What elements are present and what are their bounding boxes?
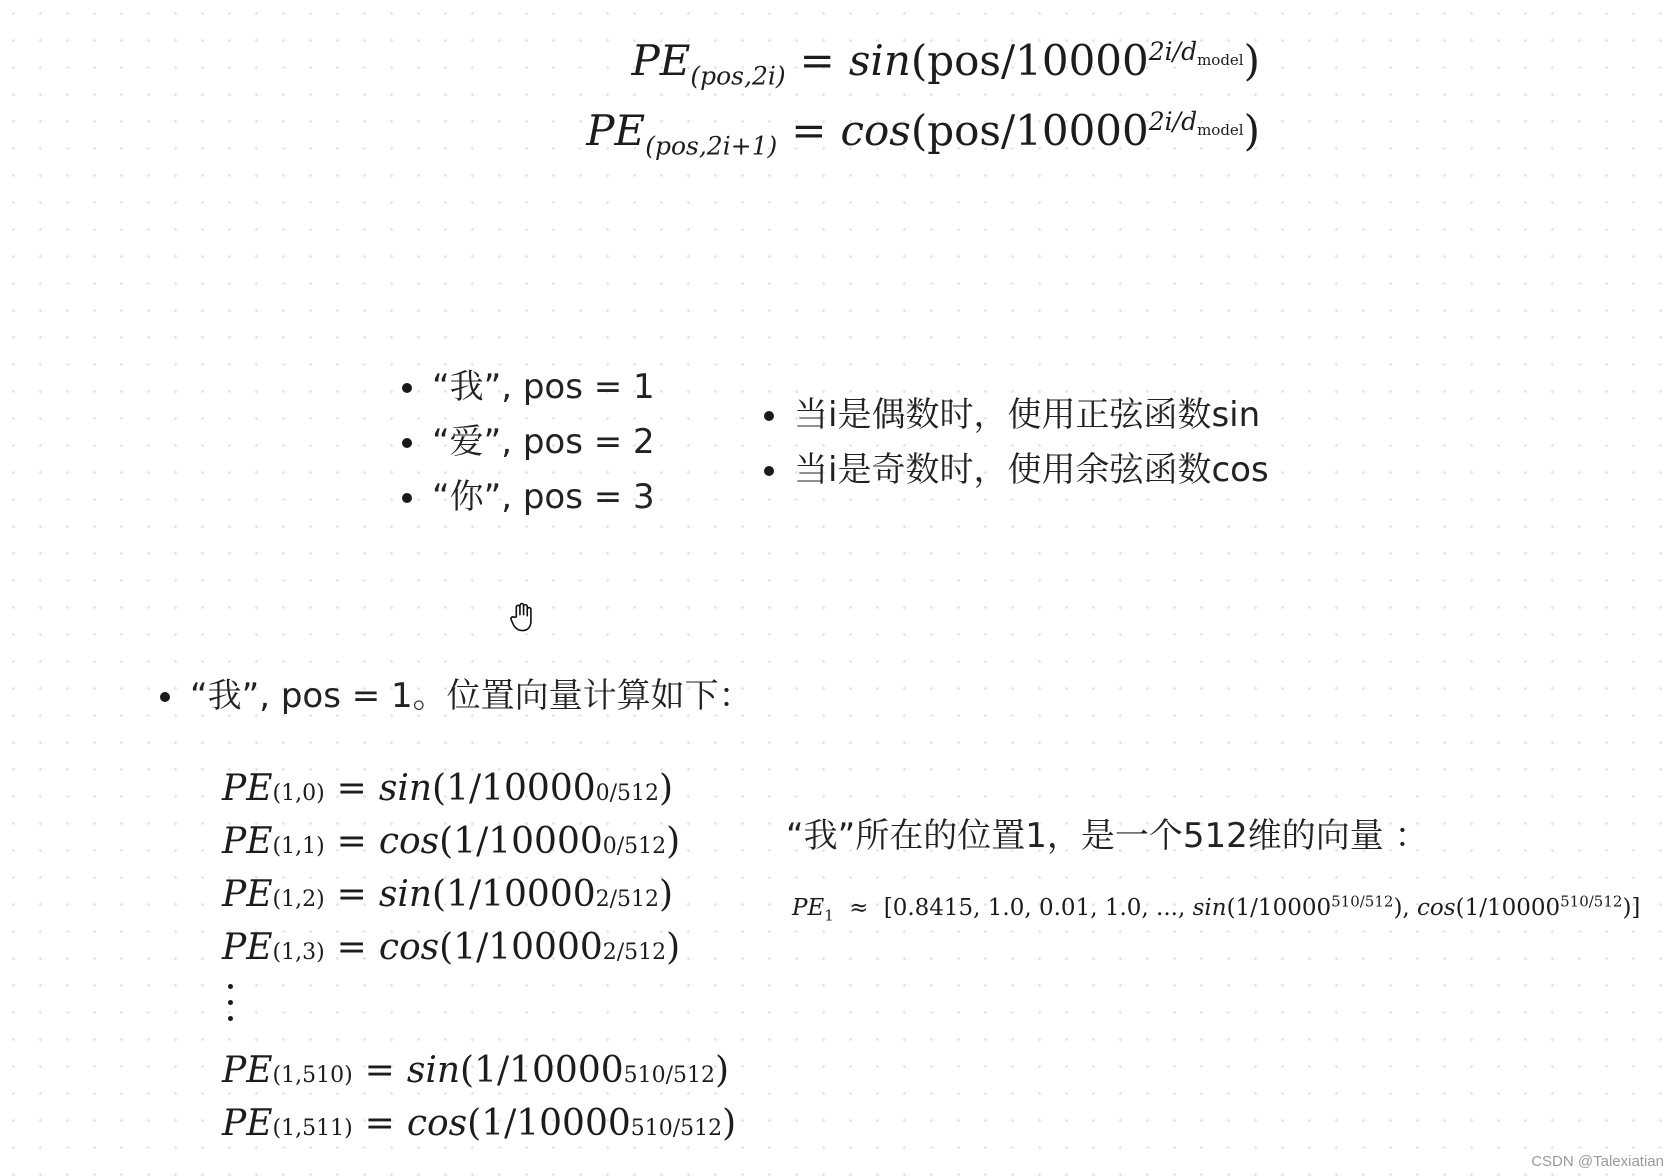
- pe-row: PE (1,0) = sin (1/10000 0/512 ): [222, 762, 736, 815]
- equals-sign: =: [336, 927, 367, 968]
- pe-row: PE (1,510) = sin (1/10000 510/512 ): [222, 1044, 736, 1097]
- pe-close: ): [659, 768, 674, 809]
- formula-lhs: PE: [631, 36, 691, 85]
- vector-arg: (1/10000: [1455, 895, 1561, 921]
- vector-close: )]: [1622, 895, 1641, 921]
- pe-func: cos: [378, 927, 440, 968]
- pe-row: PE (1,2) = sin (1/10000 2/512 ): [222, 868, 736, 921]
- pe-row: PE (1,1) = cos (1/10000 0/512 ): [222, 815, 736, 868]
- vector-func-cos: cos: [1417, 895, 1456, 921]
- equals-sign: =: [336, 821, 367, 862]
- position-item: “我”, pos = 1: [402, 360, 655, 415]
- pe-row: PE (1,3) = cos (1/10000 2/512 ): [222, 921, 736, 974]
- formula-exp: 2i/d: [1148, 37, 1198, 66]
- pe-func: sin: [378, 768, 433, 809]
- pe-close: ): [722, 1103, 737, 1144]
- formula-func: cos: [840, 106, 911, 155]
- pe-lhs: PE: [222, 821, 273, 862]
- formula-close: ): [1243, 36, 1260, 85]
- equals-sign: =: [364, 1050, 395, 1091]
- formula-arg: (pos/10000: [910, 36, 1149, 85]
- pe-arg: (1/10000: [467, 1103, 631, 1144]
- pe-func: cos: [378, 821, 440, 862]
- vertical-ellipsis: [222, 974, 242, 1044]
- pe-lhs: PE: [222, 874, 273, 915]
- hand-cursor-icon: [508, 602, 536, 634]
- calculation-heading: “我”, pos = 1。位置向量计算如下：: [160, 670, 753, 722]
- pe-computation-list: [222, 762, 736, 1150]
- pe-func: sin: [378, 874, 433, 915]
- pe-func: cos: [406, 1103, 468, 1144]
- pe-close: ): [659, 874, 674, 915]
- position-list: [402, 360, 655, 525]
- calculation-list: [160, 670, 753, 722]
- positional-encoding-formulas: [440, 36, 1260, 176]
- formula-func: sin: [848, 36, 911, 85]
- formula-even: [440, 36, 1260, 106]
- pe-arg: (1/10000: [439, 821, 603, 862]
- pe-lhs: PE: [222, 768, 273, 809]
- equals-sign: =: [336, 874, 367, 915]
- position-item: “你”, pos = 3: [402, 470, 655, 525]
- pe-row: PE (1,511) = cos (1/10000 510/512 ): [222, 1097, 736, 1150]
- formula-arg: (pos/10000: [910, 106, 1149, 155]
- vector-formula: [792, 892, 1641, 925]
- formula-lhs-sub: (pos,2i): [690, 61, 786, 91]
- pe-arg: (1/10000: [432, 768, 596, 809]
- vector-arg: (1/10000: [1226, 895, 1332, 921]
- pe-close: ): [666, 927, 681, 968]
- equals-sign: =: [791, 106, 827, 155]
- pe-close: ): [715, 1050, 730, 1091]
- vector-close: ),: [1393, 895, 1418, 921]
- equals-sign: =: [799, 36, 835, 85]
- pe-lhs: PE: [222, 927, 273, 968]
- vector-values: [0.8415, 1.0, 0.01, 1.0, ...,: [883, 895, 1193, 921]
- pe-func: sin: [406, 1050, 461, 1091]
- vector-lhs: PE: [792, 895, 825, 921]
- formula-exp: 2i/d: [1148, 107, 1198, 136]
- vector-func-sin: sin: [1192, 895, 1227, 921]
- vector-exp: 510/512: [1560, 892, 1623, 911]
- formula-lhs-sub: (pos,2i+1): [645, 131, 778, 161]
- formula-odd: [440, 106, 1260, 176]
- pe-arg: (1/10000: [432, 874, 596, 915]
- vector-exp: 510/512: [1331, 892, 1394, 911]
- approx-sign: ≈: [849, 895, 869, 921]
- position-item: “爱”, pos = 2: [402, 415, 655, 470]
- pe-arg: (1/10000: [439, 927, 603, 968]
- pe-lhs: PE: [222, 1050, 273, 1091]
- formula-exp-sub: model: [1197, 121, 1244, 139]
- rule-item-even: 当i是偶数时，使用正弦函数sin: [764, 388, 1269, 443]
- function-rule-list: [764, 388, 1269, 498]
- vector-lhs-sub: 1: [824, 906, 834, 925]
- vector-title: “我”所在的位置1，是一个512维的向量 ：: [786, 816, 1429, 856]
- formula-lhs: PE: [586, 106, 646, 155]
- rule-item-odd: 当i是奇数时，使用余弦函数cos: [764, 443, 1269, 498]
- watermark: CSDN @Talexiatian: [1531, 1153, 1664, 1170]
- equals-sign: =: [364, 1103, 395, 1144]
- formula-exp-sub: model: [1197, 51, 1244, 69]
- equals-sign: =: [336, 768, 367, 809]
- pe-lhs: PE: [222, 1103, 273, 1144]
- pe-close: ): [666, 821, 681, 862]
- formula-close: ): [1243, 106, 1260, 155]
- pe-arg: (1/10000: [460, 1050, 624, 1091]
